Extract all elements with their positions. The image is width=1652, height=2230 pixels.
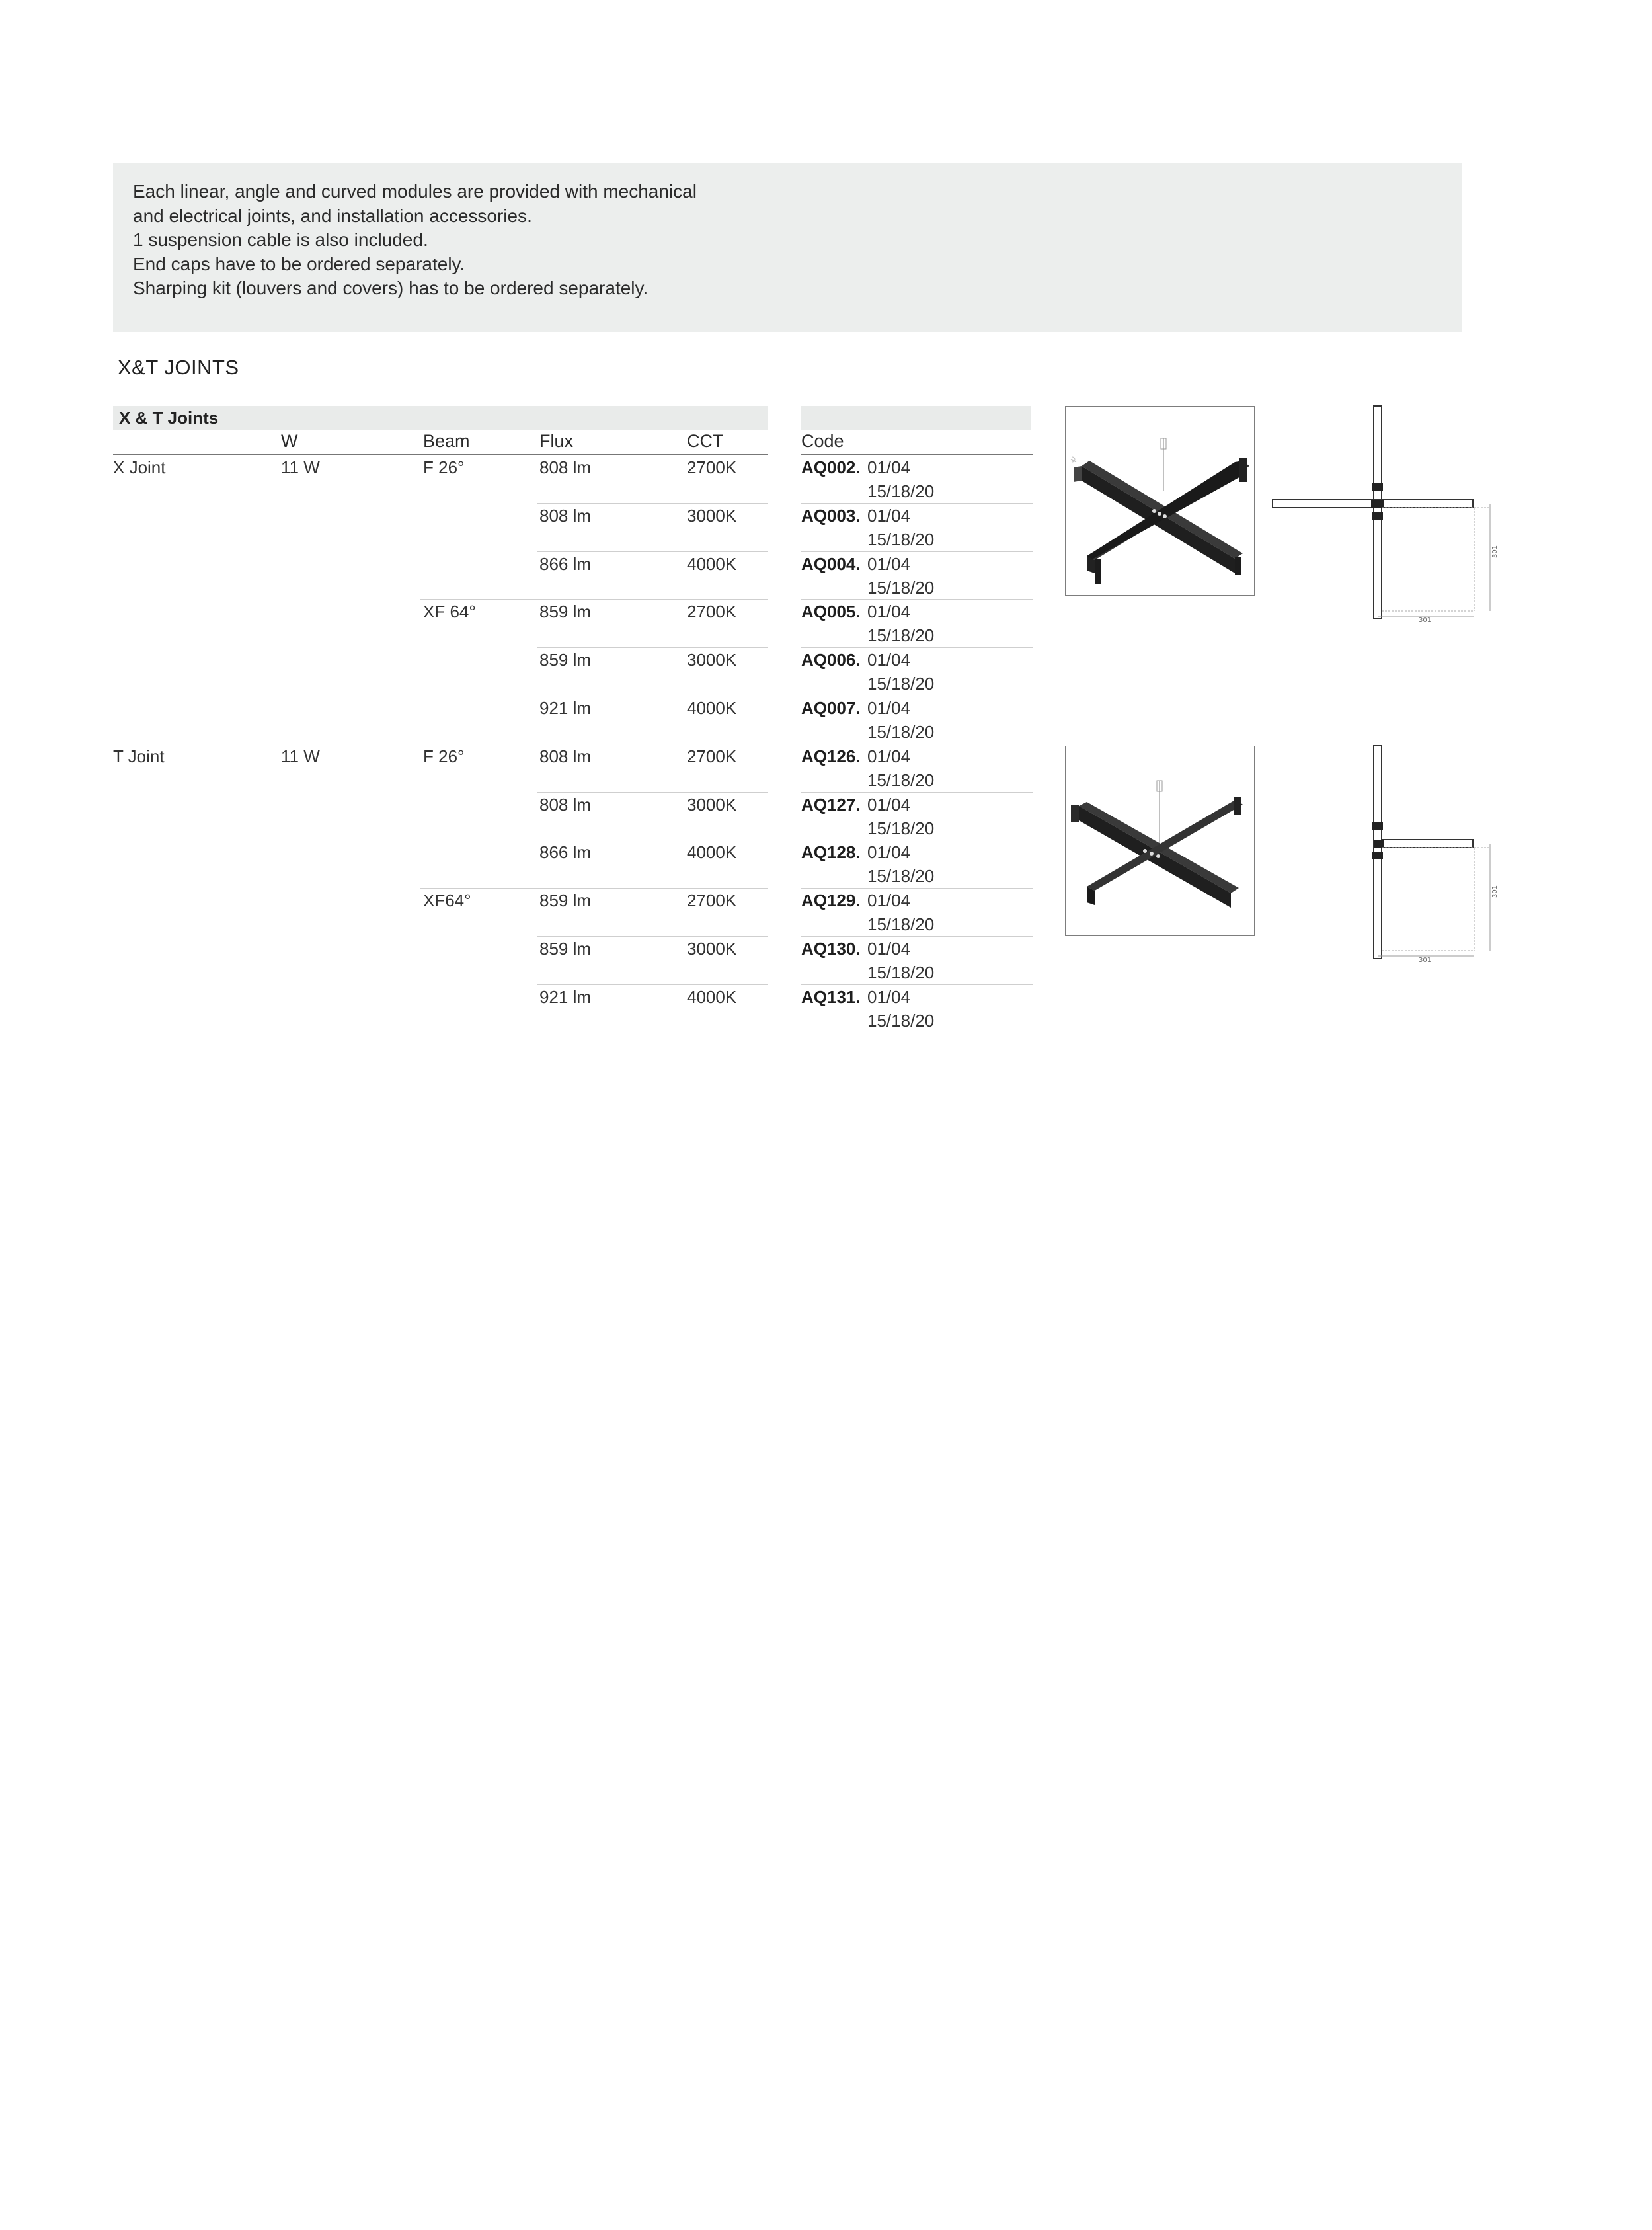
code-row-separator xyxy=(801,936,1033,937)
row-cct: 3000K xyxy=(687,650,737,670)
row-code-suffix-2: 15/18/20 xyxy=(867,674,935,694)
row-code-suffix-2: 15/18/20 xyxy=(867,770,935,790)
code-row-separator xyxy=(801,647,1033,648)
row-flux: 921 lm xyxy=(539,986,592,1007)
row-separator xyxy=(537,984,768,985)
row-flux: 866 lm xyxy=(539,553,592,574)
row-code-suffix: 01/04 xyxy=(867,553,911,574)
row-code-suffix: 01/04 xyxy=(867,602,911,622)
row-code: AQ126. xyxy=(801,746,861,766)
row-flux: 859 lm xyxy=(539,891,592,911)
row-wattage: 11 W xyxy=(281,458,320,477)
row-code: AQ131. xyxy=(801,986,861,1007)
x-joint-drawing xyxy=(1272,405,1510,623)
row-code-suffix: 01/04 xyxy=(867,891,911,911)
row-code: AQ004. xyxy=(801,553,861,574)
row-code-suffix: 01/04 xyxy=(867,505,911,526)
row-flux: 859 lm xyxy=(539,650,592,670)
code-header-underline xyxy=(801,454,1033,455)
row-beam: F 26° xyxy=(423,458,465,477)
row-code: AQ006. xyxy=(801,650,861,670)
row-code-suffix: 01/04 xyxy=(867,842,911,863)
row-cct: 2700K xyxy=(687,458,737,477)
row-code: AQ130. xyxy=(801,939,861,959)
header-underline xyxy=(113,454,768,455)
row-cct: 2700K xyxy=(687,891,737,911)
row-code-suffix: 01/04 xyxy=(867,650,911,670)
row-code-suffix-2: 15/18/20 xyxy=(867,577,935,598)
row-separator xyxy=(420,599,768,600)
x-joint-render xyxy=(1066,407,1255,596)
t-joint-photo xyxy=(1065,746,1255,936)
t-joint-render xyxy=(1066,746,1255,936)
row-flux: 808 lm xyxy=(539,505,592,526)
row-separator xyxy=(537,936,768,937)
row-code-suffix: 01/04 xyxy=(867,746,911,766)
row-separator xyxy=(537,503,768,504)
row-code-suffix: 01/04 xyxy=(867,794,911,815)
t-dim-horizontal: 301 xyxy=(1419,957,1432,963)
row-code: AQ003. xyxy=(801,505,861,526)
row-cct: 2700K xyxy=(687,746,737,766)
row-code-suffix-2: 15/18/20 xyxy=(867,914,935,935)
row-separator xyxy=(537,792,768,793)
note-line: 1 suspension cable is also included. xyxy=(133,229,428,250)
row-code-suffix-2: 15/18/20 xyxy=(867,818,935,838)
row-beam: XF64° xyxy=(423,891,471,911)
row-code: AQ007. xyxy=(801,698,861,718)
row-code-suffix-2: 15/18/20 xyxy=(867,1010,935,1031)
row-flux: 859 lm xyxy=(539,602,592,622)
row-flux: 808 lm xyxy=(539,746,592,766)
header-cct: CCT xyxy=(687,431,724,451)
code-row-separator xyxy=(801,792,1033,793)
row-separator xyxy=(420,888,768,889)
note-line: and electrical joints, and installation accessories. xyxy=(133,205,532,226)
row-beam: F 26° xyxy=(423,746,465,766)
row-code: AQ129. xyxy=(801,891,861,911)
t-dim-vertical: 301 xyxy=(1491,885,1499,898)
row-flux: 859 lm xyxy=(539,939,592,959)
row-beam: XF 64° xyxy=(423,602,476,622)
row-code-suffix: 01/04 xyxy=(867,698,911,718)
row-code-suffix-2: 15/18/20 xyxy=(867,529,935,549)
row-cct: 4000K xyxy=(687,698,737,718)
row-name: T Joint xyxy=(113,746,165,766)
row-code-suffix-2: 15/18/20 xyxy=(867,481,935,501)
note-line: Sharping kit (louvers and covers) has to be ordered separately. xyxy=(133,278,649,298)
row-code-suffix-2: 15/18/20 xyxy=(867,866,935,887)
row-code-suffix-2: 15/18/20 xyxy=(867,625,935,646)
x-dim-vertical: 301 xyxy=(1491,545,1499,558)
row-cct: 3000K xyxy=(687,794,737,815)
row-cct: 3000K xyxy=(687,939,737,959)
code-group-bar xyxy=(801,406,1031,430)
row-code-suffix: 01/04 xyxy=(867,986,911,1007)
row-code: AQ005. xyxy=(801,602,861,622)
row-flux: 808 lm xyxy=(539,458,592,477)
t-joint-drawing xyxy=(1272,744,1510,963)
note-line: End caps have to be ordered separately. xyxy=(133,253,465,274)
row-flux: 921 lm xyxy=(539,698,592,718)
row-code: AQ128. xyxy=(801,842,861,863)
row-code-suffix-2: 15/18/20 xyxy=(867,722,935,742)
row-separator xyxy=(537,647,768,648)
note-line: Each linear, angle and curved modules are provided with mechanical xyxy=(133,181,697,202)
row-cct: 4000K xyxy=(687,842,737,863)
x-joint-photo xyxy=(1065,406,1255,596)
code-row-separator xyxy=(801,503,1033,504)
code-row-separator xyxy=(801,888,1033,889)
row-code-suffix-2: 15/18/20 xyxy=(867,963,935,982)
row-flux: 808 lm xyxy=(539,794,592,815)
row-code-suffix: 01/04 xyxy=(867,939,911,959)
row-cct: 2700K xyxy=(687,602,737,622)
code-row-separator xyxy=(801,599,1033,600)
row-code-suffix: 01/04 xyxy=(867,458,911,477)
x-dim-horizontal: 301 xyxy=(1419,617,1432,623)
header-beam: Beam xyxy=(423,431,470,451)
header-w: W xyxy=(281,431,298,451)
header-flux: Flux xyxy=(539,431,574,451)
code-row-separator xyxy=(801,551,1033,552)
header-code: Code xyxy=(801,431,844,451)
table-group-title: X & T Joints xyxy=(119,408,219,428)
section-title: X&T JOINTS xyxy=(118,356,239,379)
notes-list xyxy=(133,180,1442,301)
row-cct: 3000K xyxy=(687,505,737,526)
row-name: X Joint xyxy=(113,458,166,477)
row-cct: 4000K xyxy=(687,553,737,574)
row-code: AQ002. xyxy=(801,458,861,477)
notes-box xyxy=(113,163,1462,332)
row-separator xyxy=(537,551,768,552)
row-wattage: 11 W xyxy=(281,746,320,766)
row-cct: 4000K xyxy=(687,986,737,1007)
row-code: AQ127. xyxy=(801,794,861,815)
code-row-separator xyxy=(801,984,1033,985)
row-flux: 866 lm xyxy=(539,842,592,863)
